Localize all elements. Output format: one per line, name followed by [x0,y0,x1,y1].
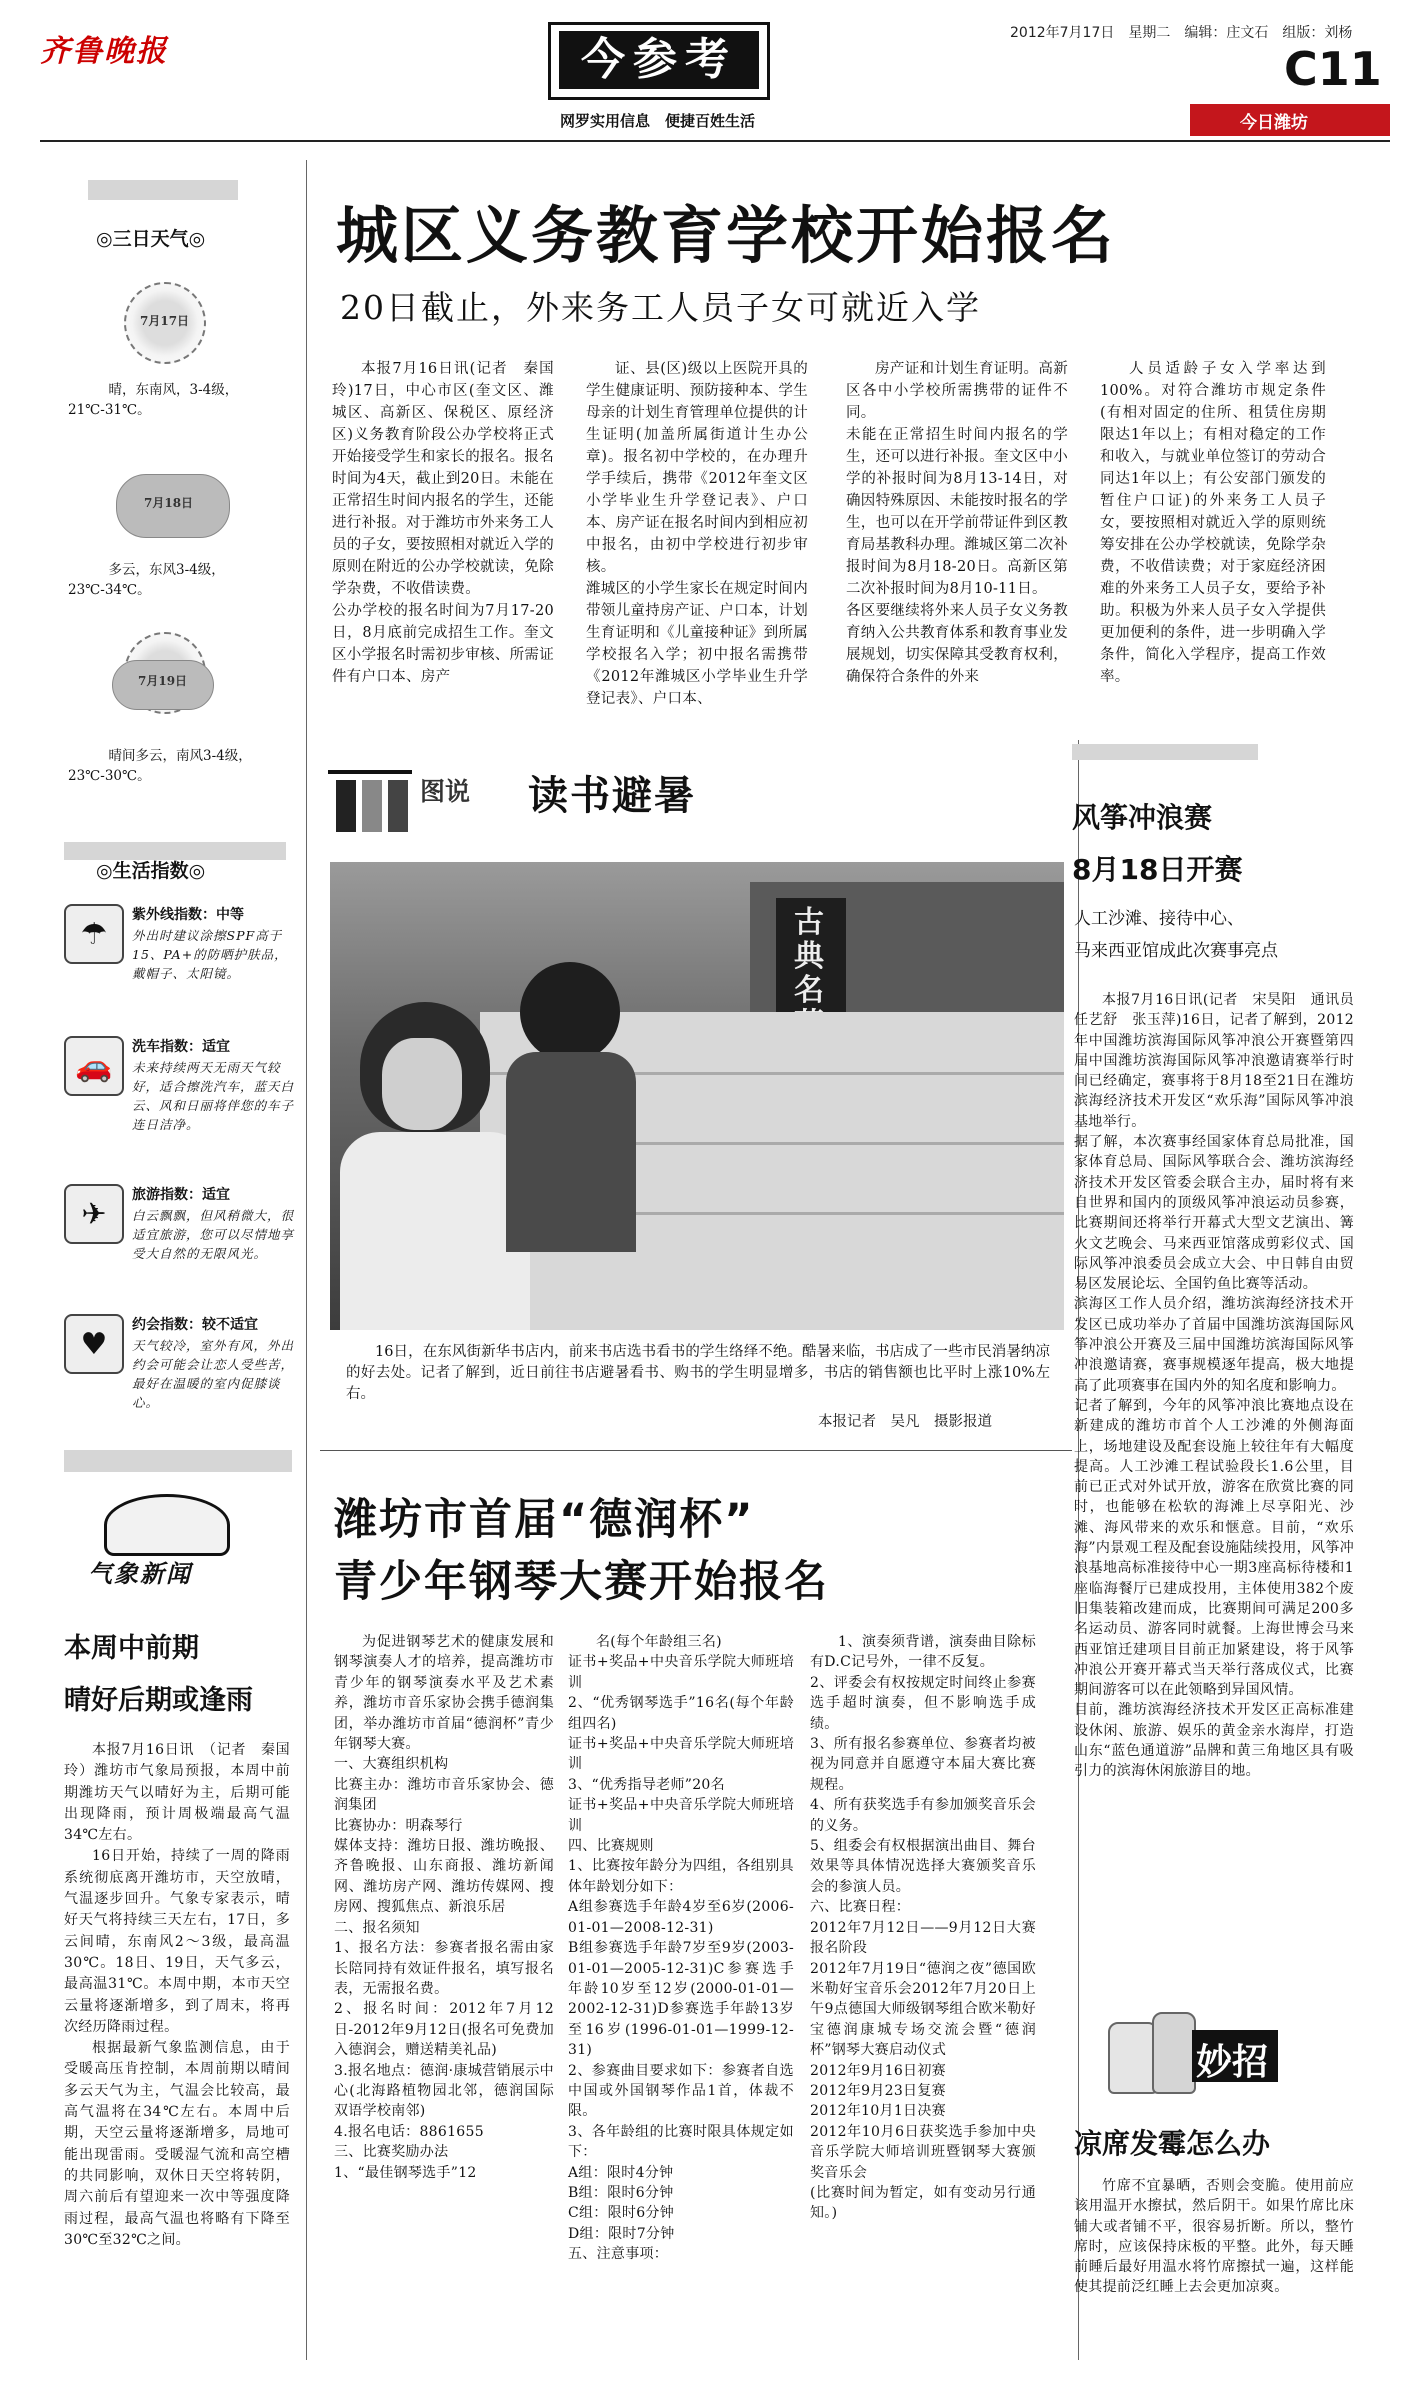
section-tag: 今日潍坊 [1240,113,1308,133]
weather-news-headline-1: 本周中前期 [64,1633,199,1664]
plane-icon: ✈ [64,1184,124,1244]
lead-column-4: 人员适龄子女入学率达到100%。对符合潍坊市规定条件(有相对固定的住所、租赁住房期限达1年以上；有相对稳定的工作和收入，与就业单位签订的劳动合同达1年以上；有公安部门颁发的暂住户口证)的外来务工人员子女，要按照相对就近入学的原则统筹安排在公办学校就读，免除学杂费，不收借读费；对于家庭经济困难的外来务工人员子女，要给予补助。积极为外来人员子女入学提供更加便利的条件，进一步明确入学条件，简化入学程序，提高工作效率。 [1100,361,1326,685]
piano-column-1: 为促进钢琴艺术的健康发展和钢琴演奏人才的培养，提高潍坊市青少年的钢琴演奏水平及艺术素养，潍坊市音乐家协会携手德润集团，举办潍坊市首届“德润杯”青少年钢琴大赛。 一、大赛组织机构 比赛主办：潍坊市音乐家协会、德润集团 比赛协办：明森琴行 媒体支持：潍坊日报、潍坊晚报、齐鲁晚报、山东商报、潍坊新闻网、潍坊房产网、潍坊传媒网、搜房网、搜狐焦点、新浪乐居 二、报名须知 1、报名方法：参赛者报名需由家长陪同持有效证件报名，填写报名表，无需报名费。 2、报名时间：2012年7月12日-2012年9月12日(报名可免费加入德润会，赠送精美礼品) 3.报名地点：德润·康城营销展示中心(北海路植物园北邻，德润国际双语学校南邻) 4.报名电话：8861655 三、比赛奖励办法 1、“最佳钢琴选手”12 [334,1634,554,2181]
life-item-carwash [64,1036,296,1166]
life-index-heading: ◎生活指数◎ [96,860,206,882]
umbrella-icon: ☂ [64,904,124,964]
photo-feature-label: 图说 [420,777,471,806]
kite-headline-2: 8月18日开赛 [1072,853,1243,886]
student-girl-body [340,1132,530,1330]
weather-day-2: 多云，东风3-4级，23℃-34℃。 [68,562,225,598]
bookshelf-sign-text: 古典名 [794,905,824,1008]
lead-column-2: 证、县(区)级以上医院开具的学生健康证明、预防接种本、学生母亲的计划生育管理单位提供的计生证明(加盖所属街道计生办公章)。报名初中学校的，在办理升学手续后，携带《2012年奎文区小学毕业生升学登记表》、户口本、房产证在报名时间内到相应初中报名，由初中学校进行初步审核。 潍城区的小学生家长在规定时间内带领儿童持房产证、户口本，计划生育证明和《儿童接种证》到所属学校报名入学；初中报名需携带《2012年潍城区小学毕业生升学登记表》、户口本、 [586,361,808,707]
tip-headline: 凉席发霉怎么办 [1074,2127,1271,2160]
lead-column-3: 房产证和计划生育证明。高新区各中小学校所需携带的证件不同。 未能在正常招生时间内报名的学生，还可以进行补报。奎文区中小学的补报时间为8月13-14日，对确因特殊原因、未能按时报名的学生，也可以在开学前带证件到区教育局基教科办理。潍城区第二次补报时间为8月18-20日。高新区第二次补报时间为8月10-11日。 各区要继续将外来人员子女义务教育纳入公共教育体系和教育事业发展规划，切实保障其受教育权利，确保符合条件的外来 [846,361,1068,685]
column-logo-box [548,22,770,100]
piano-column-2: 名(每个年龄组三名) 证书+奖品+中央音乐学院大师班培训 2、“优秀钢琴选手”16名(每个年龄组四名) 证书+奖品+中央音乐学院大师班培训 3、“优秀指导老师”20名 证书+奖品+中央音乐学院大师班培训 四、比赛规则 1、比赛按年龄分为四组，各组别具体年龄划分如下： A组参赛选手年龄4岁至6岁(2006-01-01—2008-12-31) B组参赛选手年龄7岁至9岁(2003-01-01—2005-12-31)C参赛选手年龄10岁至12岁(2000-01-01—2002-12-31)D参赛选手年龄13岁至16岁(1996-01-01—1999-12-31) 2、参赛曲目要求如下：参赛者自选中国或外国钢琴作品1首，体裁不限。 3、各年龄组的比赛时限具体规定如下： A组：限时4分钟 B组：限时6分钟 C组：限时6分钟 D组：限时7分钟 五、注意事项： [568,1634,794,2263]
life-item-text: 白云飘飘，但风稍微大，很适宜旅游，您可以尽情地享受大自然的无限风光。 [132,1208,295,1261]
column-slogan: 网罗实用信息 便捷百姓生活 [560,112,756,130]
piano-column-3: 1、演奏须背谱，演奏曲目除标有D.C记号外，一律不反复。 2、评委会有权按规定时间终止参赛选手超时演奏，但不影响选手成绩。 3、所有报名参赛单位、参赛者均被视为同意并自愿遵守本届大赛比赛规程。 4、所有获奖选手有参加颁奖音乐会的义务。 5、组委会有权根据演出曲目、舞台效果等具体情况选择大赛颁奖音乐会的参演人员。 六、比赛日程： 2012年7月12日——9月12日大赛报名阶段 2012年7月19日“德润之夜”德国欧米勒好宝音乐会2012年7月20日上午9点德国大师级钢琴组合欧米勒好宝德润康城专场交流会暨“德润杯”钢琴大赛启动仪式 2012年9月16日初赛 2012年9月23日复赛 2012年10月1日决赛 2012年10月6日获奖选手参加中央音乐学院大师培训班暨钢琴大赛颁奖音乐会 (比赛时间为暂定，如有变动另行通知。) [810,1634,1036,2222]
column-logo: 今参考 [559,31,759,89]
student-boy-body [506,1052,636,1252]
piano-headline-2: 青少年钢琴大赛开始报名 [334,1557,829,1607]
paper-name: 齐鲁晚报 [40,34,168,69]
weather-news-badge-icon [104,1494,230,1556]
weather-date-3: 7月19日 [138,674,188,688]
life-item-uv [64,904,296,1024]
life-item-text: 未来持续两天无雨天气较好，适合擦洗汽车，蓝天白云、风和日丽将伴您的车子连日洁净。 [132,1060,295,1132]
milk-bottle-icon [1108,2022,1158,2094]
paragraph: 16日开始，持续了一周的降雨系统彻底离开潍坊市，天空放晴，气温逐步回升。气象专家表示，晴好天气将持续三天左右，17日，多云间晴，东南风2～3级，最高温30℃。18日、19日，天气多云，最高温31℃。本周中期，本市天空云量将逐渐增多，到了周末，将再次经历降雨过程。 [64,1848,290,2035]
life-item-title: 旅游指数：适宜 [132,1187,230,1203]
lead-column-1: 本报7月16日讯(记者 秦国玲)17日，中心市区(奎文区、潍城区、高新区、保税区、原经济区)义务教育阶段公办学校将正式开始接受学生和家长的报名。报名时间为4天，截止到20日。未能在正常招生时间内报名的学生，还能进行补报。对于潍坊市外来务工人员的子女，要按照相对就近入学的原则在附近的公办学校就读，免除学杂费，不收借读费。 公办学校的报名时间为7月17-20日，8月底前完成招生工作。奎文区小学报名时需初步审核、所需证件有户口本、房产 [332,361,554,685]
life-item-dating [64,1314,296,1444]
photo-feature-headline: 读书避暑 [528,773,696,819]
lead-subheadline: 20日截止，外来务工人员子女可就近入学 [340,288,981,327]
date-line: 2012年7月17日 星期二 编辑：庄文石 组版：刘杨 [1010,25,1353,41]
life-item-text: 天气较冷，室外有风，外出约会可能会让恋人受些苦，最好在温暖的室内促膝谈心。 [132,1338,295,1410]
paragraph: 根据最新气象监测信息，由于受暖高压肯控制，本周前期以晴间多云天气为主，气温会比较高，最高气温将在34℃左右。本周中后期，天空云量将逐渐增多，局地可能出现雷雨。受暖湿气流和高空槽的共同影响，双休日天空将转阴，周六前后有望迎来一次中等强度降雨过程，最高气温也将略有下降至30℃至32℃之间。 [64,2040,290,2248]
piano-headline-1: 潍坊市首届“德润杯” [334,1495,755,1545]
weather-day-1: 晴，东南风，3-4级，21℃-31℃。 [68,382,239,418]
kite-body: 本报7月16日讯(记者 宋昊阳 通讯员 任艺舒 张玉萍)16日，记者了解到，2012年中国潍坊滨海国际风筝冲浪公开赛暨第四届中国潍坊滨海国际风筝冲浪邀请赛举行时间已经确定，赛事将于8月18至21日在潍坊滨海经济技术开发区“欢乐海”国际风筝冲浪基地举行。 据了解，本次赛事经国家体育总局批准，国家体育总局、国际风筝联合会、潍坊滨海经济技术开发区管委会联合主办，届时将有来自世界和国内的顶级风筝冲浪运动员参赛，比赛期间还将举行开幕式大型文艺演出、篝火文艺晚会、马来西亚馆落成剪彩仪式、国际风筝冲浪委员会成立大会、中日韩自由贸易区发展论坛、全国钓鱼比赛等活动。 滨海区工作人员介绍，潍坊滨海经济技术开发区已成功举办了首届中国潍坊滨海国际风筝冲浪公开赛及三届中国潍坊滨海国际风筝冲浪邀请赛，赛事规模逐年提高，极大地提高了此项赛事在国内外的知名度和影响力。 记者了解到，今年的风筝冲浪比赛地点设在新建成的潍坊市首个人工沙滩的外侧海面上，场地建设及配套设施上较往年有大幅度提高。人工沙滩工程试验段长1.6公里，目前已正式对外试开放，游客在欣赏比赛的同时，也能够在松软的海滩上尽享阳光、沙滩、海风带来的欢乐和惬意。目前，“欢乐海”内景观工程及配套设施陆续投用，风筝冲浪基地高标准接待中心一期3座高标待楼和1座临海餐厅已建成投用，主体使用382个废旧集装箱改建而成，比赛期间可满足200多名运动员、游客同时就餐。上海世博会马来西亚馆迁建项目目前正加紧建设，将于风筝冲浪公开赛开幕式当天举行落成仪式，比赛期间游客可以在此领略到异国风情。 目前，潍坊滨海经济技术开发区正高标准建设休闲、旅游、娱乐的黄金亲水海岸，打造山东“蓝色通道游”品牌和黄三角地区具有吸引力的滨海休闲旅游目的地。 [1074,992,1354,1780]
lead-headline: 城区义务教育学校开始报名 [336,199,1117,272]
weather-news-top-bar [64,1450,292,1472]
paragraph: 本报7月16日讯 （记者 秦国玲）潍坊市气象局预报，本周中前期潍坊天气以晴好为主，后期可能出现降雨，预计周极端最高气温34℃左右。 [64,1742,290,1844]
weather-news-headline-2: 晴好后期或逢雨 [64,1685,253,1716]
weather-date-1: 7月17日 [140,314,190,328]
life-item-text: 外出时建议涂擦SPF高于15、PA+的防晒护肤品，戴帽子、太阳镜。 [132,928,288,981]
weather-news-body [64,1740,290,2251]
weather-heading: ◎三日天气◎ [96,228,206,250]
section-divider [320,1450,1072,1451]
milk-bottle-icon [1152,2012,1196,2094]
kite-sub-2: 马来西亚馆成此次赛事亮点 [1074,941,1278,961]
life-item-title: 约会指数：较不适宜 [132,1317,258,1333]
kite-headline-1: 风筝冲浪赛 [1072,801,1213,834]
life-item-travel [64,1184,296,1304]
weather-news-badge: 气象新闻 [88,1560,192,1588]
student-girl-face [382,1038,462,1130]
news-photo [330,862,1064,1330]
sidebar-divider [306,160,307,2360]
weather-day-3: 晴间多云，南风3-4级，23℃-30℃。 [68,748,252,784]
heart-icon: ♥ [64,1314,124,1374]
photo-caption: 16日，在东风街新华书店内，前来书店选书看书的学生络绎不绝。酷暑来临，书店成了一些市民消暑纳凉的好去处。记者了解到，近日前往书店避暑看书、购书的学生明显增多，书店的销售额也比平时上涨10%左右。 [346,1344,1050,1402]
life-item-title: 紫外线指数：中等 [132,907,244,923]
weather-top-bar [88,180,238,200]
car-icon: 🚗 [64,1036,124,1096]
photo-credit: 本报记者 吴凡 摄影报道 [818,1414,992,1430]
photo-feature-icon [328,758,414,838]
weather-date-2: 7月18日 [144,496,194,510]
tip-body: 竹席不宜暴晒，否则会变脆。使用前应该用温开水擦拭，然后阴干。如果竹席比床铺大或者铺不平，很容易折断。所以，整竹席时，应该保持床板的平整。此外，每天睡前睡后最好用温水将竹席擦拭一遍，这样能使其提前泛红睡上去会更加凉爽。 [1074,2178,1354,2296]
kite-top-bar [1072,744,1258,760]
life-item-title: 洗车指数：适宜 [132,1039,230,1055]
kite-sub-1: 人工沙滩、接待中心、 [1074,909,1244,929]
masthead-rule [40,140,1390,142]
tip-label: 妙招 [1196,2042,1269,2083]
student-boy [520,962,620,1062]
page-number: C11 [1284,42,1382,96]
